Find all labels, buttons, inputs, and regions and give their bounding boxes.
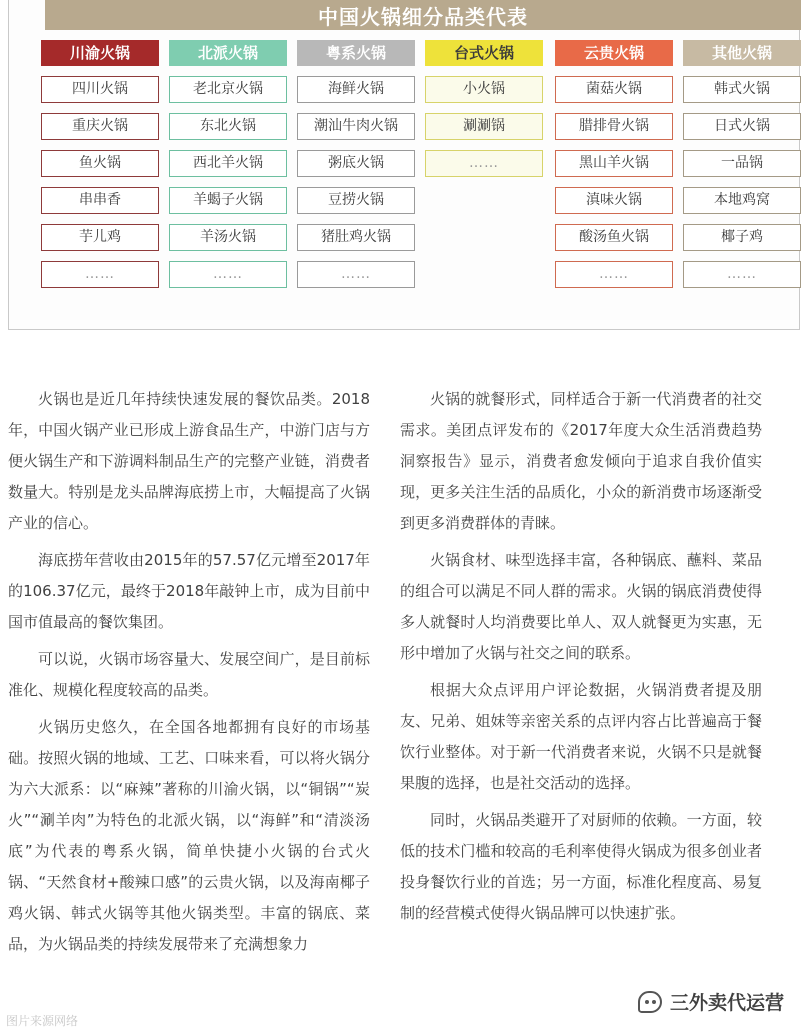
- category-item: ……: [297, 261, 415, 288]
- article-right-column: [400, 384, 762, 935]
- category-item: ……: [41, 261, 159, 288]
- article-paragraph: 同时，火锅品类避开了对厨师的依赖。一方面，较低的技术门槛和较高的毛利率使得火锅成为很多创业者投身餐饮行业的首选；另一方面，标准化程度高、易复制的经营模式使得火锅品牌可以快速扩张。: [400, 811, 762, 922]
- article-paragraph: 根据大众点评用户评论数据，火锅消费者提及朋友、兄弟、姐妹等亲密关系的点评内容占比普遍高于餐饮行业整体。对于新一代消费者来说，火锅不只是就餐果腹的选择，也是社交活动的选择。: [400, 681, 762, 792]
- category-item: 椰子鸡: [683, 224, 801, 251]
- category-column: [41, 40, 159, 298]
- article-paragraph: 可以说，火锅市场容量大、发展空间广，是目前标准化、规模化程度较高的品类。: [8, 650, 370, 699]
- category-header: 其他火锅: [683, 40, 801, 66]
- category-column: [555, 40, 673, 298]
- category-item: 菌菇火锅: [555, 76, 673, 103]
- category-column: [297, 40, 415, 298]
- category-item: 猪肚鸡火锅: [297, 224, 415, 251]
- article-paragraph: 火锅历史悠久，在全国各地都拥有良好的市场基础。按照火锅的地域、工艺、口味来看，可以将火锅分为六大派系：以“麻辣”著称的川渝火锅，以“铜锅”“炭火”“涮羊肉”为特色的北派火锅，以“海鲜”和“清淡汤底”为代表的粤系火锅，简单快捷小火锅的台式火锅、“天然食材+酸辣口感”的云贵火锅，以及海南椰子鸡火锅、韩式火锅等其他火锅类型。丰富的锅底、菜品，为火锅品类的持续发展带来了充满想象力: [8, 718, 370, 953]
- category-item: 羊汤火锅: [169, 224, 287, 251]
- category-item: 老北京火锅: [169, 76, 287, 103]
- category-item: 本地鸡窝: [683, 187, 801, 214]
- category-column: [425, 40, 543, 187]
- category-header: 台式火锅: [425, 40, 543, 66]
- category-header: 粤系火锅: [297, 40, 415, 66]
- article-paragraph: 火锅食材、味型选择丰富，各种锅底、蘸料、菜品的组合可以满足不同人群的需求。火锅的锅底消费使得多人就餐时人均消费要比单人、双人就餐更为实惠，无形中增加了火锅与社交之间的联系。: [400, 551, 762, 662]
- category-item: ……: [425, 150, 543, 177]
- category-chart: [8, 0, 800, 330]
- category-item: 滇味火锅: [555, 187, 673, 214]
- category-header: 北派火锅: [169, 40, 287, 66]
- category-column: [683, 40, 801, 298]
- category-header: 川渝火锅: [41, 40, 159, 66]
- category-item: 一品锅: [683, 150, 801, 177]
- category-item: 涮涮锅: [425, 113, 543, 140]
- category-item: 豆捞火锅: [297, 187, 415, 214]
- category-item: 东北火锅: [169, 113, 287, 140]
- category-item: 海鲜火锅: [297, 76, 415, 103]
- category-column: [169, 40, 287, 298]
- category-item: ……: [555, 261, 673, 288]
- article-left-column: [8, 384, 370, 966]
- category-item: 芋儿鸡: [41, 224, 159, 251]
- category-item: ……: [683, 261, 801, 288]
- category-item: 羊蝎子火锅: [169, 187, 287, 214]
- watermark-text: 三外卖代运营: [669, 992, 784, 1014]
- category-item: 日式火锅: [683, 113, 801, 140]
- article-paragraph: 火锅也是近几年持续快速发展的餐饮品类。2018年，中国火锅产业已形成上游食品生产，中游门店与方便火锅生产和下游调料制品生产的完整产业链，消费者数量大。特别是龙头品牌海底捞上市，大幅提高了火锅产业的信心。: [8, 390, 370, 532]
- category-item: 韩式火锅: [683, 76, 801, 103]
- category-item: 重庆火锅: [41, 113, 159, 140]
- category-item: 潮汕牛肉火锅: [297, 113, 415, 140]
- category-item: 西北羊火锅: [169, 150, 287, 177]
- category-item: 酸汤鱼火锅: [555, 224, 673, 251]
- category-item: 四川火锅: [41, 76, 159, 103]
- category-item: ……: [169, 261, 287, 288]
- wechat-icon: [638, 991, 662, 1013]
- article-paragraph: 火锅的就餐形式，同样适合于新一代消费者的社交需求。美团点评发布的《2017年度大众生活消费趋势洞察报告》显示，消费者愈发倾向于追求自我价值实现，更多关注生活的品质化，小众的新消费市场逐渐受到更多消费群体的青睐。: [400, 390, 762, 532]
- category-item: 腊排骨火锅: [555, 113, 673, 140]
- category-item: 串串香: [41, 187, 159, 214]
- chart-title: 中国火锅细分品类代表: [45, 0, 801, 30]
- image-credit: 图片来源网络: [6, 1014, 79, 1028]
- category-item: 黑山羊火锅: [555, 150, 673, 177]
- article-paragraph: 海底捞年营收由2015年的57.57亿元增至2017年的106.37亿元，最终于2018年敲钟上市，成为目前中国市值最高的餐饮集团。: [8, 551, 370, 631]
- category-header: 云贵火锅: [555, 40, 673, 66]
- account-watermark: [638, 988, 784, 1015]
- category-item: 鱼火锅: [41, 150, 159, 177]
- category-item: 粥底火锅: [297, 150, 415, 177]
- category-item: 小火锅: [425, 76, 543, 103]
